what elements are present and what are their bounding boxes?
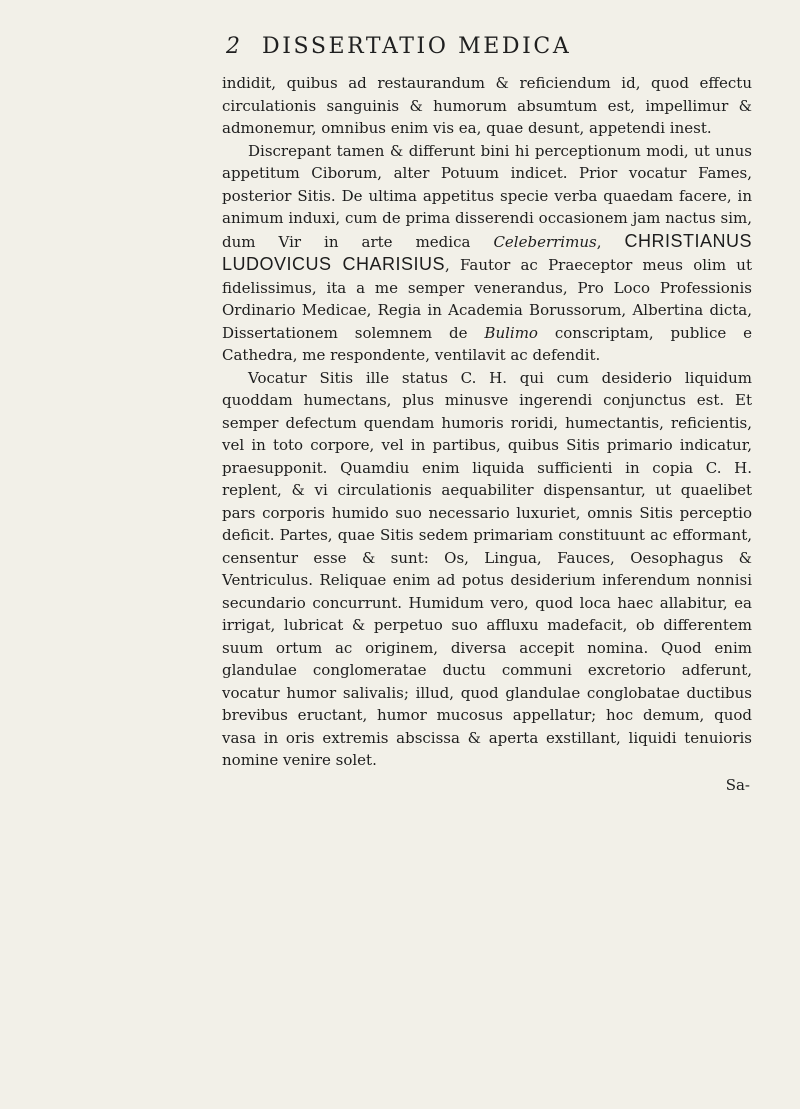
running-title: DISSERTATIO MEDICA xyxy=(262,34,572,59)
paragraph-1: indidit, quibus ad restaurandum & reficiendum id, quod effectu circulationis sanguinis & humorum absumtum est, impellimur & admonemur, omnibus enim vis ea, quae desunt, appetendi inest. xyxy=(222,74,752,137)
paragraph-2-part-a: Discrepant tamen & differunt bini hi perceptionum modi, ut unus appetitum Ciborum, alter Potuum indicet. Prior vocatur Fames, posterior Sitis. De ultima appetitus specie verba quaedam facere, in animum induxi, cum de prima disserendi occasionem jam nactus sim, dum Vir in arte medica xyxy=(222,141,752,251)
page-number: 2 xyxy=(226,34,240,59)
paragraph-3: Vocatur Sitis ille status C. H. qui cum desiderio liquidum quoddam humectans, plus minusve ingerendi conjunctus est. Et semper defectum quendam humoris roridi, humectantis, reficientis, vel in toto corpore, vel in partibus, quibus Sitis primario indicatur, praesupponit. Quamdiu enim liquida sufficienti in copia C. H. replent, & vi circulationis aequabiliter dispensantur, ut quaelibet pars corporis humido suo necessario luxuriet, omnis Sitis perceptio deficit. Partes, quae Sitis sedem primariam constituunt ac efformant, censentur esse & sunt: Os, Lingua, Fauces, Oesophagus & Ventriculus. Reliquae enim ad potus desiderium inferendum nonnisi secundario concurrunt. Humidum vero, quod loca haec allabitur, ea irrigat, lubricat & perpetuo suo affluxu madefacit, ob differentem suum ortum ac originem, diversa accepit nomina. Quod enim glandulae conglomeratae ductu communi excretorio adferunt, vocatur humor salivalis; illud, quod glandulae conglobatae ductibus brevibus eructant, humor mucosus appellatur; hoc demum, quod vasa in oris extremis abscissa & aperta exstillant, liquidi tenuioris nomine venire solet. xyxy=(222,368,752,769)
catchword: Sa- xyxy=(725,775,750,794)
bulimo-title: Bulimo xyxy=(484,323,538,342)
paragraph-2-part-c: , Fautor ac Praeceptor meus olim ut fidelissimus, ita a me semper venerandus, Pro Loco Professionis Ordinario Medicae, Regia in Academia Borussorum, Albertina dicta, Dissertationem solemnem de xyxy=(222,256,752,342)
paragraph-2 xyxy=(222,140,752,367)
paragraph-2-part-b: , xyxy=(596,232,625,251)
author-name: CHRISTIANUS LUDOVICUS CHARISIUS xyxy=(222,230,752,274)
page-header xyxy=(226,34,746,68)
paragraph-2-part-d: conscriptam, publice e Cathedra, me respondente, ventilavit ac defendit. xyxy=(222,323,752,364)
main-text xyxy=(222,72,752,796)
honorific-celeberrimus: Celeberrimus xyxy=(493,232,597,251)
